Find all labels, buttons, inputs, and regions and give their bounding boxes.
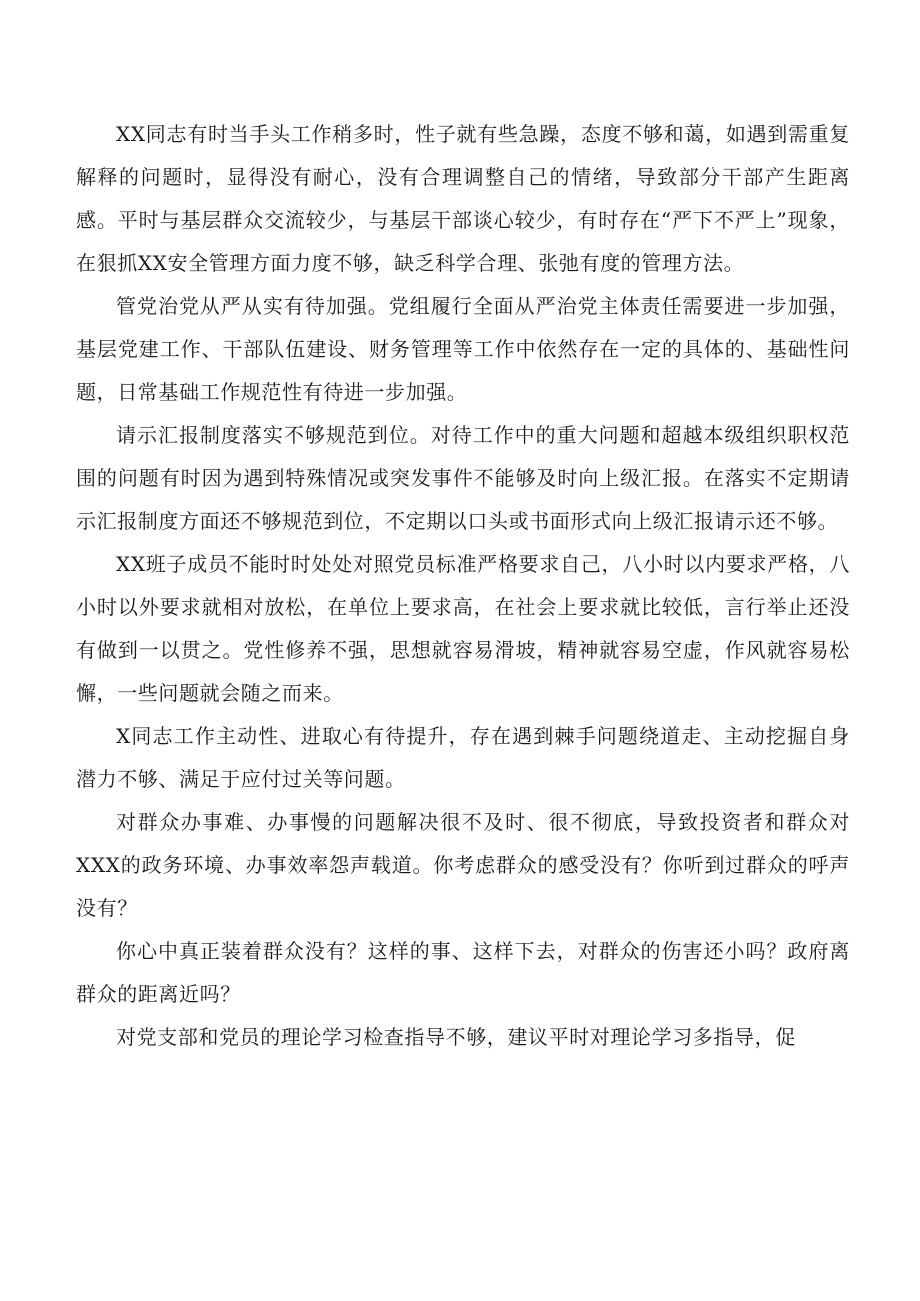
paragraph-6: 对群众办事难、办事慢的问题解决很不及时、很不彻底，导致投资者和群众对XXX的政务环境、办事效率怨声载道。你考虑群众的感受没有？你听到过群众的呼声没有？: [76, 810, 850, 920]
paragraph-3: 请示汇报制度落实不够规范到位。对待工作中的重大问题和超越本级组织职权范围的问题有时因为遇到特殊情况或突发事件不能够及时向上级汇报。在落实不定期请示汇报制度方面还不够规范到位，不定期以口头或书面形式向上级汇报请示还不够。: [76, 423, 850, 533]
paragraph-4: XX班子成员不能时时处处对照党员标准严格要求自己，八小时以内要求严格，八小时以外要求就相对放松，在单位上要求高，在社会上要求就比较低，言行举止还没有做到一以贯之。党性修养不强，思想就容易滑坡，精神就容易空虚，作风就容易松懈，一些问题就会随之而来。: [76, 552, 850, 705]
paragraph-2: 管党治党从严从实有待加强。党组履行全面从严治党主体责任需要进一步加强，基层党建工作、干部队伍建设、财务管理等工作中依然存在一定的具体的、基础性问题，日常基础工作规范性有待进一步加强。: [76, 294, 850, 404]
paragraph-1: XX同志有时当手头工作稍多时，性子就有些急躁，态度不够和蔼，如遇到需重复解释的问题时，显得没有耐心，没有合理调整自己的情绪，导致部分干部产生距离感。平时与基层群众交流较少，与基层干部谈心较少，有时存在“严下不严上”现象，在狠抓XX安全管理方面力度不够，缺乏科学合理、张弛有度的管理方法。: [76, 122, 850, 275]
paragraph-5: X同志工作主动性、进取心有待提升，存在遇到棘手问题绕道走、主动挖掘自身潜力不够、满足于应付过关等问题。: [76, 724, 850, 791]
paragraph-7: 你心中真正装着群众没有？这样的事、这样下去，对群众的伤害还小吗？政府离群众的距离近吗？: [76, 939, 850, 1006]
paragraph-8: 对党支部和党员的理论学习检查指导不够，建议平时对理论学习多指导，促: [116, 1025, 796, 1049]
document-body: [76, 113, 850, 1059]
